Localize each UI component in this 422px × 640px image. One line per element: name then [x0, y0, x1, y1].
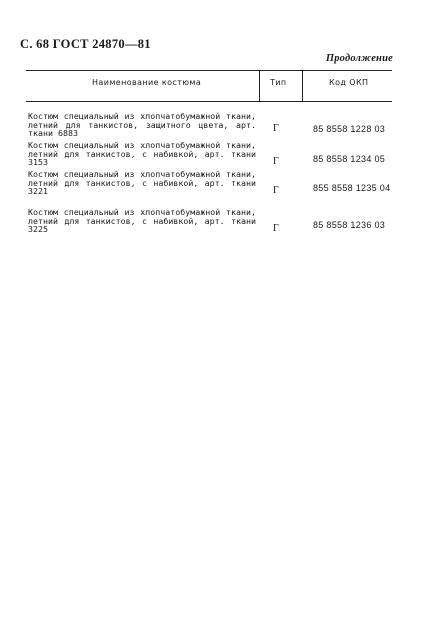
okp-code: 85 8558 1236 03: [313, 220, 386, 230]
costume-type: Г: [273, 185, 279, 196]
column-header-name: Наименование костюма: [92, 78, 202, 87]
okp-code: 85 8558 1228 03: [313, 124, 386, 134]
column-header-code: Код ОКП: [329, 78, 369, 87]
costume-name: Костюм специальный из хлопчатобумажной ткани, летний для танкистов, с набивкой, арт. ткани 3225: [28, 207, 256, 235]
column-divider-type: [259, 70, 260, 101]
costume-type: Г: [273, 223, 279, 234]
costume-name: Костюм специальный из хлопчатобумажной ткани, летний для танкистов, с набивкой, арт. ткани 3221: [28, 169, 256, 197]
table-header-rule: [26, 101, 392, 102]
column-divider-code: [302, 70, 303, 101]
okp-code: 85 8558 1234 05: [313, 154, 386, 164]
page-header: С. 68 ГОСТ 24870—81: [20, 37, 151, 51]
column-header-type: Тип: [270, 78, 287, 87]
okp-code: 855 8558 1235 04: [313, 183, 391, 193]
continuation-label: Продолжение: [325, 53, 393, 64]
table-top-rule: [26, 70, 392, 71]
costume-type: Г: [273, 156, 279, 167]
costume-name: Костюм специальный из хлопчатобумажной ткани, летний для танкистов, с набивкой, арт. ткани 3153: [28, 140, 256, 168]
costume-name: Костюм специальный из хлопчатобумажной ткани, летний для танкистов, защитного цвета, арт. ткани 6883: [28, 111, 256, 139]
costume-type: Г: [273, 123, 279, 134]
